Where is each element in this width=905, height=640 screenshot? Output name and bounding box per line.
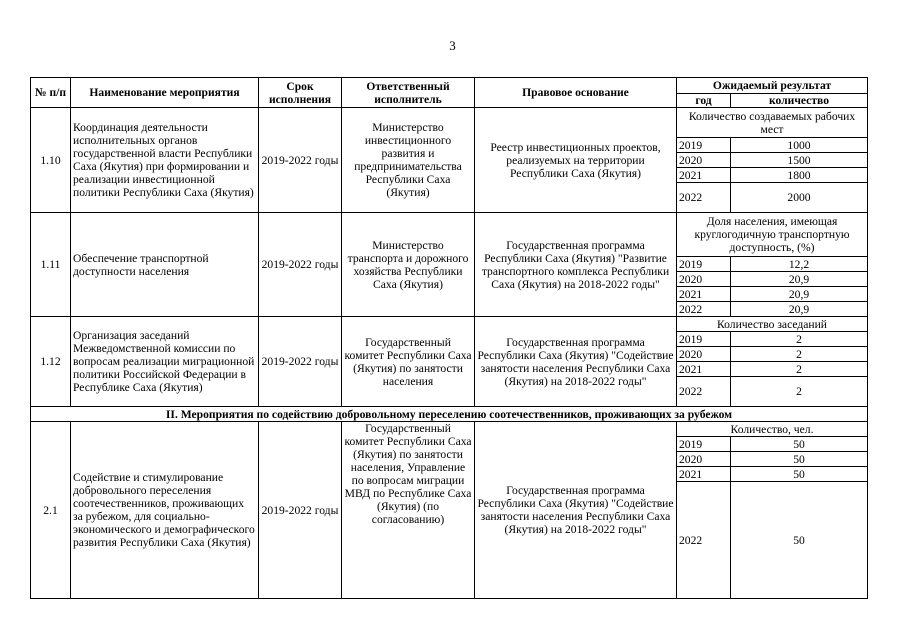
header-executor: Ответственный исполнитель (342, 78, 475, 108)
row-num: 1.11 (31, 213, 71, 317)
action-plan-table (30, 77, 868, 599)
result-year: 2019 (677, 138, 731, 153)
result-year: 2021 (677, 287, 731, 302)
result-value: 50 (731, 482, 868, 599)
header-year: год (677, 94, 731, 108)
result-value: 2 (731, 362, 868, 377)
result-value: 2 (731, 377, 868, 407)
result-year: 2022 (677, 377, 731, 407)
result-year: 2022 (677, 482, 731, 599)
row-executor: Государственный комитет Республики Саха (Якутия) по занятости населения (342, 317, 475, 407)
result-value: 2 (731, 332, 868, 347)
result-value: 50 (731, 437, 868, 452)
result-value: 1800 (731, 168, 868, 183)
header-result: Ожидаемый результат (677, 78, 868, 94)
table-row (31, 108, 868, 138)
row-num: 2.1 (31, 422, 71, 599)
result-value: 1500 (731, 153, 868, 168)
result-value: 20,9 (731, 287, 868, 302)
header-basis: Правовое основание (475, 78, 677, 108)
row-term: 2019-2022 годы (259, 213, 342, 317)
section-row (31, 407, 868, 422)
row-executor: Министерство инвестиционного развития и предпринимательства Республики Саха (Якутия) (342, 108, 475, 213)
result-year: 2021 (677, 467, 731, 482)
row-term: 2019-2022 годы (259, 108, 342, 213)
table-row (31, 213, 868, 257)
result-year: 2021 (677, 362, 731, 377)
result-indicator: Доля населения, имеющая круглогодичную транспортную доступность, (%) (677, 213, 868, 257)
result-year: 2019 (677, 332, 731, 347)
row-basis: Государственная программа Республики Саха (Якутия) "Содействие занятости населения Республики Саха (Якутия) на 2018-2022 годы" (475, 317, 677, 407)
result-year: 2019 (677, 437, 731, 452)
result-value: 50 (731, 467, 868, 482)
result-indicator: Количество, чел. (677, 422, 868, 437)
result-value: 20,9 (731, 272, 868, 287)
result-value: 2 (731, 347, 868, 362)
result-value: 20,9 (731, 302, 868, 317)
header-quantity: количество (731, 94, 868, 108)
result-year: 2022 (677, 183, 731, 213)
table-row (31, 422, 868, 437)
result-year: 2020 (677, 153, 731, 168)
result-value: 12,2 (731, 257, 868, 272)
row-basis: Государственная программа Республики Саха (Якутия) "Развитие транспортного комплекса Республики Саха (Якутия) на 2018-2022 годы" (475, 213, 677, 317)
result-value: 50 (731, 452, 868, 467)
row-name: Организация заседаний Межведомственной комиссии по вопросам реализации миграционной политики Российской Федерации в Республике Саха (Якутия) (71, 317, 259, 407)
header-term: Срок исполнения (259, 78, 342, 108)
section-title: II. Мероприятия по содействию добровольному переселению соотечественников, проживающих за рубежом (31, 407, 868, 422)
result-year: 2020 (677, 347, 731, 362)
table-row (31, 317, 868, 332)
row-num: 1.10 (31, 108, 71, 213)
result-value: 2000 (731, 183, 868, 213)
result-year: 2021 (677, 168, 731, 183)
row-name: Координация деятельности исполнительных органов государственной власти Республики Саха (Якутия) при формировании и реализации инвестиционной политики Республики Саха (Якутия) (71, 108, 259, 213)
result-year: 2022 (677, 302, 731, 317)
row-basis: Государственная программа Республики Саха (Якутия) "Содействие занятости населения Республики Саха (Якутия) на 2018-2022 годы" (475, 422, 677, 599)
header-row (31, 78, 868, 94)
row-name: Обеспечение транспортной доступности населения (71, 213, 259, 317)
result-indicator: Количество создаваемых рабочих мест (677, 108, 868, 138)
result-indicator: Количество заседаний (677, 317, 868, 332)
result-value: 1000 (731, 138, 868, 153)
row-num: 1.12 (31, 317, 71, 407)
row-name: Содействие и стимулирование добровольного переселения соотечественников, проживающих за рубежом, для социально-экономического и демографического развития Республики Саха (Якутия) (71, 422, 259, 599)
row-term: 2019-2022 годы (259, 422, 342, 599)
result-year: 2020 (677, 272, 731, 287)
result-year: 2020 (677, 452, 731, 467)
result-year: 2019 (677, 257, 731, 272)
header-name: Наименование мероприятия (71, 78, 259, 108)
row-term: 2019-2022 годы (259, 317, 342, 407)
row-executor: Министерство транспорта и дорожного хозяйства Республики Саха (Якутия) (342, 213, 475, 317)
row-executor: Государственный комитет Республики Саха (Якутия) по занятости населения, Управление по вопросам миграции МВД по Республике Саха (Якутия) (по согласованию) (342, 422, 475, 599)
page-number: 3 (449, 38, 456, 53)
row-basis: Реестр инвестиционных проектов, реализуемых на территории Республики Саха (Якутия) (475, 108, 677, 213)
header-num: № п/п (31, 78, 71, 108)
